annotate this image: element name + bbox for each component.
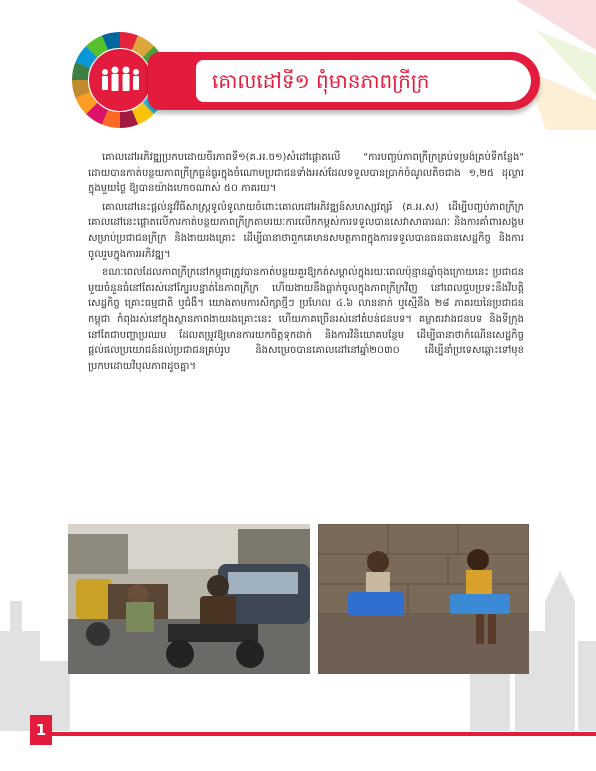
paragraph: ខណៈពេលដែលភាពក្រីក្រនៅកម្ពុជាត្រូវបានកាត់បន្ថយគួរឱ្យកត់សម្គាល់ក្នុងរយៈពេលប៉ុន្មានឆ្នាំចុងក្រោយនេះ ប្រជាជនមួយចំនួនធំនៅតែរស់នៅក្បែរបន្ទាត់នៃភាពក្រីក្រ ហើយងាយនឹងធ្លាក់ចូលក្នុងភាពក្រីក្រវិញ នៅពេលជួបប្រទះនឹងវិបត្តិសេដ្ឋកិច្ច គ្រោះធម្មជាតិ ឬជំងឺ។ យោងតាមការសិក្សាថ្មីៗ ប្រហែល ៤.៦ លាននាក់ ឬស្មើនឹង ២៨ ភាគរយនៃប្រជាជនកម្ពុជា កំពុងរស់នៅក្នុងស្ថានភាពងាយរងគ្រោះនេះ ហើយភាគច្រើនរស់នៅតំបន់ជនបទ។ គម្លាតរវាងជនបទ និងទីក្រុងនៅតែជាបញ្ហាប្រឈម ដែលតម្រូវឱ្យមានការយកចិត្តទុកដាក់ និងការវិនិយោគបន្ថែម ដើម្បីធានាថាកំណើនសេដ្ឋកិច្ចផ្តល់ផលប្រយោជន៍ដល់ប្រជាជនគ្រប់រូប និងសម្រេចបានគោលដៅនៅឆ្នាំ២០៣០ ដើម្បីនាំប្រទេសឆ្ពោះទៅមុខប្រកបដោយវិបុលភាពដូចគ្នា។ (88, 267, 524, 372)
page-number: 1 (35, 721, 47, 739)
footer-rule (44, 732, 596, 736)
paragraph: គោលដៅនេះផ្តល់នូវវិធីសាស្ត្រទូលំទូលាយចំពោះគោលដៅអភិវឌ្ឍន៍សហស្សវត្សរ៍ (គ.អ.ស) ដើម្បីបញ្ចប់ភាពក្រីក្រ គោលដៅនេះផ្តោតលើការកាត់បន្ថយភាពក្រីក្រតាមរយៈការលើកកម្ពស់ការទទួលបានសេវាសាធារណៈ និងការគាំពារសង្គមសម្រាប់ប្រជាជនក្រីក្រ និងងាយរងគ្រោះ ដើម្បីធានាថាពួកគេមានសមត្ថភាពក្នុងការទទួលបានធនធានសេដ្ឋកិច្ច និងការចូលរួមក្នុងការអភិវឌ្ឍ។ (88, 201, 524, 260)
street-traffic-photo (68, 524, 310, 674)
paragraph: គោលដៅអភិវឌ្ឍប្រកបដោយចីរភាពទី១(គ.អ.ច១)សំដៅផ្តោតលើ "ការបញ្ចប់ភាពក្រីក្រគ្រប់ទម្រង់គ្រប់ទីកន្លែង" ដោយបានកាត់បន្ថយភាពក្រីក្រធ្ងន់ធ្ងរក្នុងចំណោមប្រជាជនទាំងអស់ដែលទទួលបានប្រាក់ចំណូលតិចជាង ១,២៥ ដុល្លារក្នុងមួយថ្ងៃ ឱ្យបានយ៉ាងហោចណាស់ ៥០ ភាគរយ។ (88, 152, 524, 195)
children-vendors-photo (318, 524, 529, 674)
body-text (88, 150, 524, 377)
page-title: គោលដៅទី១ ពុំមានភាពក្រីក្រ (212, 69, 430, 93)
